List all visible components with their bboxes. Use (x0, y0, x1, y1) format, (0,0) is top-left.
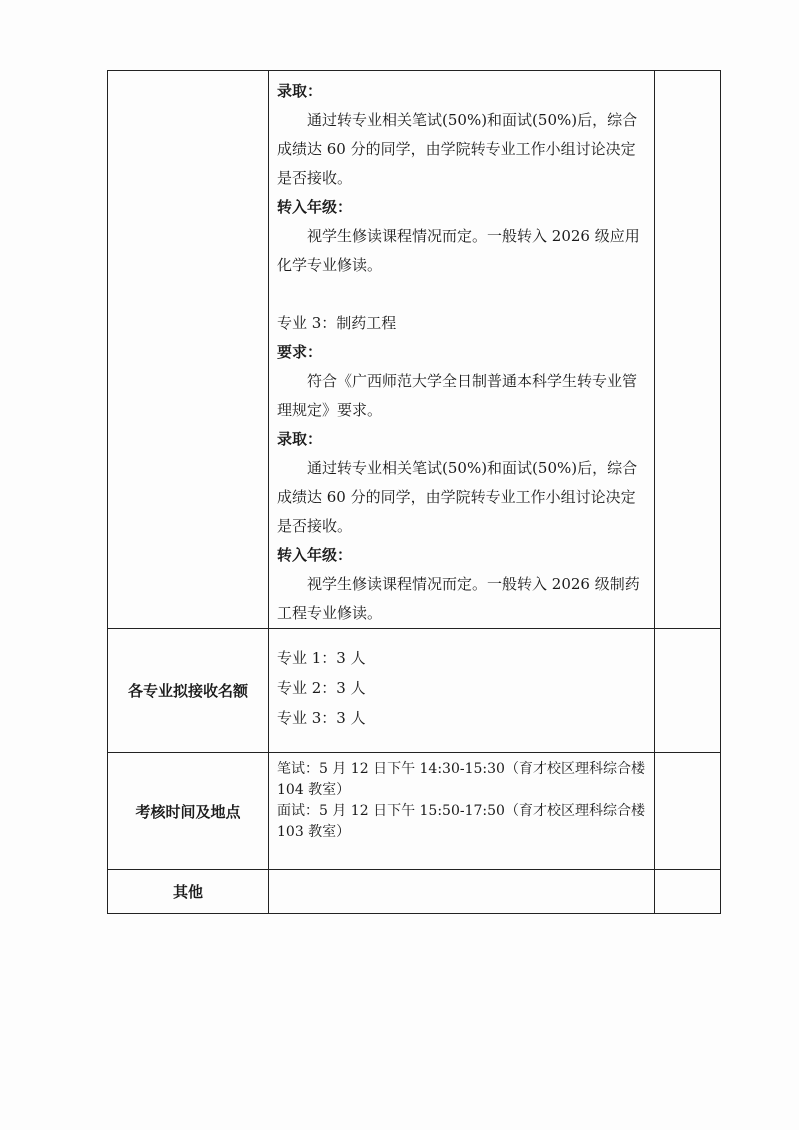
quota-item: 专业 1：3 人 (277, 649, 366, 667)
exam-content-cell (269, 753, 655, 870)
grade-heading: 转入年级： (277, 198, 353, 216)
quota-item: 专业 3：3 人 (277, 709, 366, 727)
grade-text: 视学生修读课程情况而定。一般转入 2026 级应用化学专业修读。 (277, 227, 640, 274)
quota-row (108, 629, 721, 753)
interview-info: 面试：5 月 12 日下午 15:50-17:50（育才校区理科综合楼 103 教室） (277, 803, 645, 840)
requirement-text: 符合《广西师范大学全日制普通本科学生转专业管理规定》要求。 (277, 372, 638, 419)
details-extra-cell (655, 71, 721, 629)
other-extra-cell (655, 870, 721, 914)
other-label: 其他 (108, 870, 269, 914)
exam-row (108, 753, 721, 870)
details-label-cell (108, 71, 269, 629)
grade-text-2: 视学生修读课程情况而定。一般转入 2026 级制药工程专业修读。 (277, 575, 640, 622)
admission-heading-2: 录取： (277, 430, 323, 448)
admission-heading: 录取： (277, 82, 323, 100)
quota-content-cell (269, 629, 655, 753)
other-content-cell (269, 870, 655, 914)
paragraph-spacer (277, 280, 646, 309)
written-exam-info: 笔试：5 月 12 日下午 14:30-15:30（育才校区理科综合楼 104 教室） (277, 761, 645, 798)
details-content-cell (269, 71, 655, 629)
quota-label: 各专业拟接收名额 (108, 629, 269, 753)
grade-heading-2: 转入年级： (277, 546, 353, 564)
details-row (108, 71, 721, 629)
requirement-heading: 要求： (277, 343, 323, 361)
quota-extra-cell (655, 629, 721, 753)
admission-text-2: 通过转专业相关笔试(50%)和面试(50%)后，综合成绩达 60 分的同学，由学院转专业工作小组讨论决定是否接收。 (277, 459, 638, 535)
major3-title: 专业 3：制药工程 (277, 314, 397, 332)
admission-text: 通过转专业相关笔试(50%)和面试(50%)后，综合成绩达 60 分的同学，由学院转专业工作小组讨论决定是否接收。 (277, 111, 638, 187)
exam-label: 考核时间及地点 (108, 753, 269, 870)
transfer-info-table (107, 70, 721, 914)
exam-extra-cell (655, 753, 721, 870)
quota-item: 专业 2：3 人 (277, 679, 366, 697)
other-row (108, 870, 721, 914)
